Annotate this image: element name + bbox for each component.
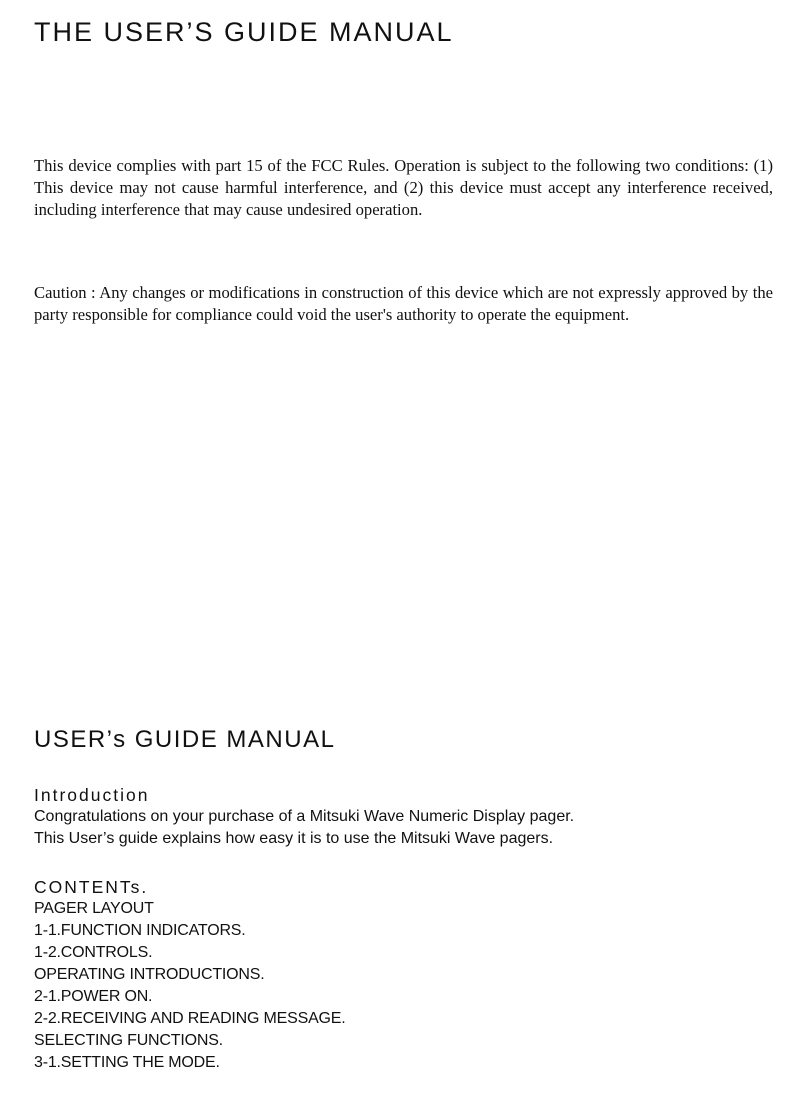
contents-section — [34, 876, 346, 1074]
introduction-line: Congratulations on your purchase of a Mitsuki Wave Numeric Display pager. — [34, 808, 575, 825]
contents-item: PAGER LAYOUT — [34, 900, 154, 917]
contents-item: 1-1.FUNCTION INDICATORS. — [34, 922, 246, 939]
introduction-heading: Introduction — [34, 785, 150, 805]
contents-item: 1-2.CONTROLS. — [34, 944, 153, 961]
contents-heading: CONTENTs. — [34, 877, 149, 897]
page-title: THE USER’S GUIDE MANUAL — [34, 17, 454, 47]
contents-item: OPERATING INTRODUCTIONS. — [34, 966, 265, 983]
contents-item: 2-1.POWER ON. — [34, 988, 153, 1005]
contents-item: SELECTING FUNCTIONS. — [34, 1032, 223, 1049]
contents-item: 2-2.RECEIVING AND READING MESSAGE. — [34, 1010, 346, 1027]
section-title: USER’s GUIDE MANUAL — [34, 726, 336, 753]
contents-item: 3-1.SETTING THE MODE. — [34, 1054, 220, 1071]
fcc-compliance-statement: This device complies with part 15 of the FCC Rules. Operation is subject to the following two conditions: (1) This device may not cause harmful interference, and (2) this device must accept any interference received, including interference that may cause undesired operation. — [34, 156, 773, 219]
introduction-line: This User’s guide explains how easy it is to use the Mitsuki Wave pagers. — [34, 830, 554, 847]
introduction-section — [34, 784, 574, 850]
caution-statement: Caution : Any changes or modifications in construction of this device which are not expressly approved by the party responsible for compliance could void the user's authority to operate the equipment. — [34, 283, 773, 324]
